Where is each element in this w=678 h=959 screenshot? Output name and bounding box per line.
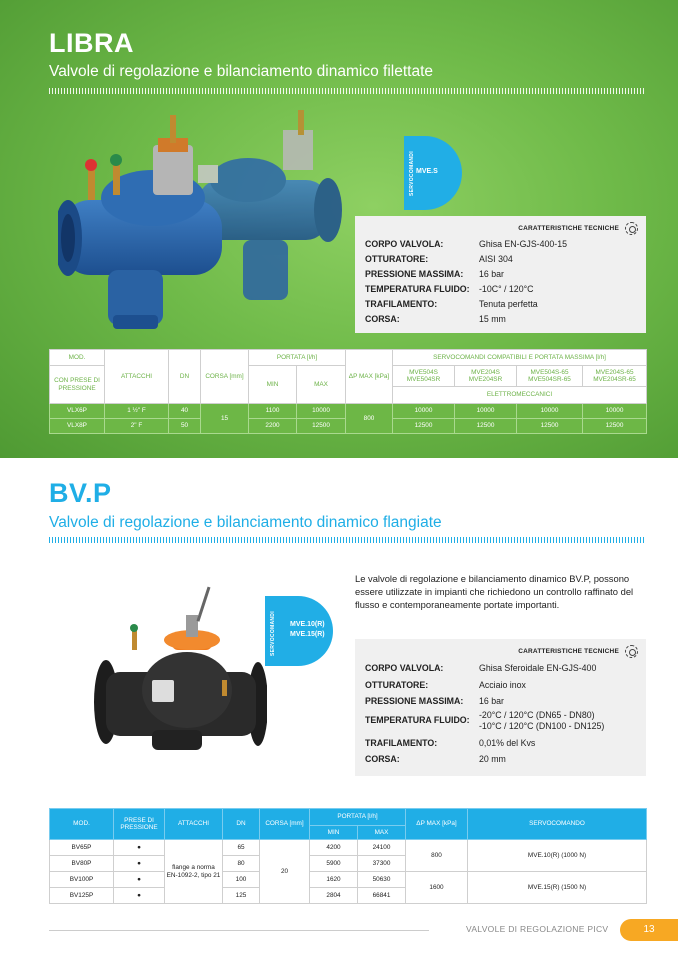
th-dn: DN (223, 809, 260, 840)
spec-key: TEMPERATURA FLUIDO: (365, 715, 470, 725)
th-min: MIN (310, 826, 358, 840)
cell-dn: 40 (169, 404, 201, 419)
divider (49, 537, 646, 543)
spec-value: -10°C / 120°C (DN100 - DN125) (479, 721, 605, 731)
libra-specs-box (355, 216, 646, 333)
bvp-subtitle: Valvole di regolazione e bilanciamento dinamico flangiate (49, 514, 442, 531)
badge-model: MVE.15(R) (290, 631, 325, 638)
cell-dp: 1600 (406, 872, 468, 904)
th-elettro: ELETTROMECCANICI (393, 387, 647, 404)
th-corsa: CORSA [mm] (260, 809, 310, 840)
cell-attacchi: 2" F (105, 419, 169, 434)
cell-max: 37300 (358, 856, 406, 872)
cell-dn: 50 (169, 419, 201, 434)
spec-value: 16 bar (479, 696, 504, 706)
cell-prese: ● (114, 840, 165, 856)
page-number: 13 (620, 919, 678, 941)
spec-key: CORPO VALVOLA: (365, 239, 444, 249)
spec-key: TEMPERATURA FLUIDO: (365, 284, 470, 294)
libra-valve-image (58, 110, 358, 340)
th-dp: ΔP MAX [kPa] (406, 809, 468, 840)
spec-value: 16 bar (479, 269, 504, 279)
cell-min: 1100 (249, 404, 297, 419)
spec-value: Ghisa Sferoidale EN-GJS-400 (479, 663, 597, 673)
cell-prese: ● (114, 888, 165, 904)
cell-mod: BV80P (50, 856, 114, 872)
cell-max: 12500 (297, 419, 346, 434)
gear-icon (625, 222, 638, 235)
th-servo: SERVOCOMANDI COMPATIBILI E PORTATA MASSIMA [l/h] (393, 350, 647, 366)
spec-key: CORPO VALVOLA: (365, 663, 444, 673)
spec-value: -20°C / 120°C (DN65 - DN80) (479, 710, 595, 720)
spec-value: 20 mm (479, 754, 506, 764)
cell-min: 1620 (310, 872, 358, 888)
footer-text: VALVOLE DI REGOLAZIONE PICV (466, 924, 609, 934)
specs-header-label: CARATTERISTICHE TECNICHE (518, 225, 619, 232)
bvp-valve-image (92, 580, 267, 775)
spec-key: OTTURATORE: (365, 680, 429, 690)
spec-key: PRESSIONE MASSIMA: (365, 696, 464, 706)
th-servo: SERVOCOMANDO (468, 809, 647, 840)
th-min: MIN (249, 366, 297, 404)
th-max: MAX (358, 826, 406, 840)
th-max: MAX (297, 366, 346, 404)
cell-max: 66841 (358, 888, 406, 904)
spec-value: Acciaio inox (479, 680, 526, 690)
cell-dp: 800 (406, 840, 468, 872)
cell-servo: 12500 (517, 419, 583, 434)
specs-header (518, 645, 638, 658)
cell-max: 50630 (358, 872, 406, 888)
th-dn: DN (169, 350, 201, 404)
spec-value: 0,01% del Kvs (479, 738, 536, 748)
badge-vertical-label: SERVOCOMANDI (409, 151, 415, 196)
spec-value: -10C° / 120°C (479, 284, 534, 294)
cell-mod: BV100P (50, 872, 114, 888)
libra-table (49, 349, 647, 434)
cell-servo: 12500 (583, 419, 647, 434)
bvp-specs-box (355, 639, 646, 776)
cell-attacchi: 1 ½" F (105, 404, 169, 419)
cell-servo: 12500 (393, 419, 455, 434)
cell-attacchi: flange a norma EN-1092-2, tipo 21 (165, 840, 223, 904)
th-portata: PORTATA [l/h] (310, 809, 406, 826)
cell-mod: BV65P (50, 840, 114, 856)
spec-key: TRAFILAMENTO: (365, 299, 438, 309)
th-corsa: CORSA [mm] (201, 350, 249, 404)
cell-max: 24100 (358, 840, 406, 856)
cell-max: 10000 (297, 404, 346, 419)
table-row (50, 872, 647, 888)
th-prese: PRESE DI PRESSIONE (114, 809, 165, 840)
th-servo-col: MVE504S-65 MVE504SR-65 (517, 366, 583, 387)
th-portata: PORTATA [l/h] (249, 350, 346, 366)
cell-servo: 12500 (455, 419, 517, 434)
cell-prese: ● (114, 856, 165, 872)
spec-key: PRESSIONE MASSIMA: (365, 269, 464, 279)
cell-dn: 65 (223, 840, 260, 856)
cell-prese: ● (114, 872, 165, 888)
libra-section (0, 0, 678, 458)
specs-header (518, 222, 638, 235)
bvp-description: Le valvole di regolazione e bilanciamento dinamico BV.P, possono essere utilizzate in impianti che richiedono un controllo raffinato del flusso e contemporaneamente portate importanti. (355, 573, 634, 610)
cell-min: 2804 (310, 888, 358, 904)
cell-mod: VLX8P (50, 419, 105, 434)
cell-servo: MVE.10(R) (1000 N) (468, 840, 647, 872)
footer-divider (49, 930, 429, 931)
th-servo-col: MVE204S-65 MVE204SR-65 (583, 366, 647, 387)
th-servo-col: MVE504S MVE504SR (393, 366, 455, 387)
libra-subtitle: Valvole di regolazione e bilanciamento dinamico filettate (49, 63, 433, 80)
specs-header-label: CARATTERISTICHE TECNICHE (518, 648, 619, 655)
table-row (50, 840, 647, 856)
spec-value: AISI 304 (479, 254, 513, 264)
th-con-prese: CON PRESE DI PRESSIONE (50, 366, 105, 404)
bvp-table (49, 808, 647, 904)
cell-corsa: 15 (201, 404, 249, 434)
spec-key: CORSA: (365, 754, 400, 764)
spec-value: Ghisa EN-GJS-400-15 (479, 239, 568, 249)
th-mod: MOD. (50, 350, 105, 366)
badge-model: MVE.10(R) (290, 621, 325, 628)
th-mod: MOD. (50, 809, 114, 840)
libra-servo-badge (404, 136, 462, 210)
cell-servo: 10000 (455, 404, 517, 419)
cell-dp: 800 (346, 404, 393, 434)
spec-key: TRAFILAMENTO: (365, 738, 438, 748)
divider (49, 88, 646, 94)
cell-min: 2200 (249, 419, 297, 434)
cell-min: 4200 (310, 840, 358, 856)
spec-value: Tenuta perfetta (479, 299, 538, 309)
bvp-title: BV.P (49, 478, 112, 508)
cell-dn: 125 (223, 888, 260, 904)
spec-key: CORSA: (365, 314, 400, 324)
th-servo-col: MVE204S MVE204SR (455, 366, 517, 387)
cell-servo: MVE.15(R) (1500 N) (468, 872, 647, 904)
bvp-servo-badge (265, 596, 333, 666)
th-attacchi: ATTACCHI (105, 350, 169, 404)
cell-corsa: 20 (260, 840, 310, 904)
cell-mod: BV125P (50, 888, 114, 904)
cell-servo: 10000 (583, 404, 647, 419)
spec-key: OTTURATORE: (365, 254, 429, 264)
badge-vertical-label: SERVOCOMANDI (270, 611, 276, 656)
cell-min: 5900 (310, 856, 358, 872)
libra-title: LIBRA (49, 28, 134, 58)
spec-value: 15 mm (479, 314, 506, 324)
gear-icon (625, 645, 638, 658)
badge-model: MVE.S (416, 168, 438, 175)
cell-dn: 100 (223, 872, 260, 888)
table-row (50, 404, 647, 419)
th-dp: ΔP MAX [kPa] (346, 350, 393, 404)
th-attacchi: ATTACCHI (165, 809, 223, 840)
cell-servo: 10000 (393, 404, 455, 419)
cell-dn: 80 (223, 856, 260, 872)
cell-mod: VLX6P (50, 404, 105, 419)
cell-servo: 10000 (517, 404, 583, 419)
